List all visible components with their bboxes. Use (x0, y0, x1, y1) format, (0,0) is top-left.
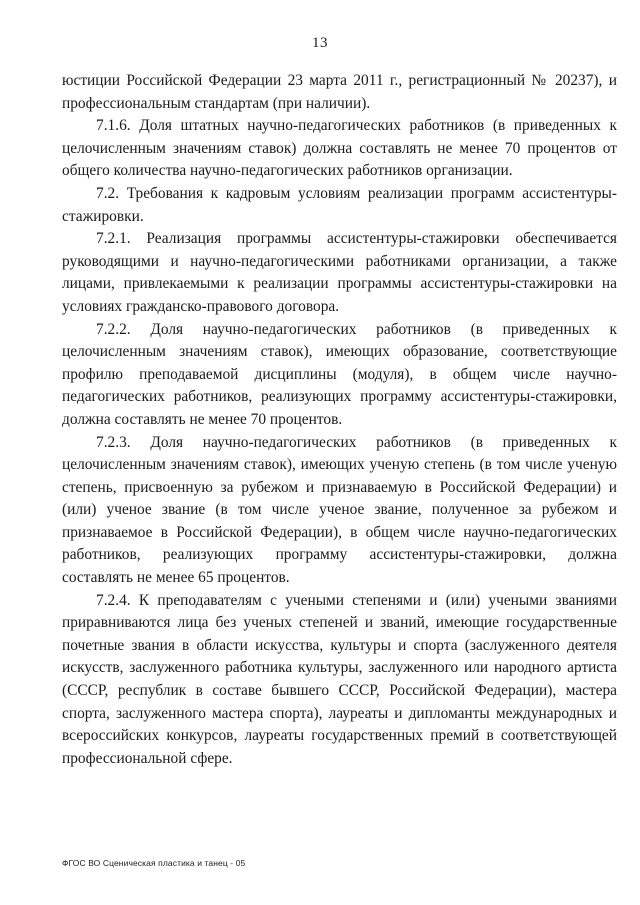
paragraph-continuation: юстиции Российской Федерации 23 марта 2011 г., регистрационный № 20237), и профессиональным стандартам (при наличии). (62, 72, 617, 112)
paragraph-7-2: 7.2. Требования к кадровым условиям реализации программ ассистентуры-стажировки. (62, 184, 617, 225)
paragraph-7-2-3: 7.2.3. Доля научно-педагогических работников (в приведенных к целочисленным значениям ставок), имеющих ученую степень (в том числе ученую степень, присвоенную за рубежом и признаваемую в Российской Федерации) и (или) ученое звание (в том числе ученое звание, полученное за рубежом и признаваемое в Российской Федерации), в общем числе научно-педагогических работников, реализующих программу ассистентуры-стажировки, должна составлять не менее 65 процентов. (62, 433, 617, 587)
paragraph-7-1-6: 7.1.6. Доля штатных научно-педагогических работников (в приведенных к целочисленным значениям ставок) должна составлять не менее 70 процентов от общего количества научно-педагогических работников организации. (62, 117, 617, 180)
document-body (62, 70, 617, 770)
paragraph-7-2-2: 7.2.2. Доля научно-педагогических работников (в приведенных к целочисленным значениям ставок), имеющих образование, соответствующие профилю преподаваемой дисциплины (модуля), в общем числе научно-педагогических работников, реализующих программу ассистентуры-стажировки, должна составлять не менее 70 процентов. (62, 320, 617, 428)
page-footer: ФГОС ВО Сценическая пластика и танец - 05 (62, 858, 246, 868)
paragraph-7-2-4: 7.2.4. К преподавателям с учеными степенями и (или) учеными званиями приравниваются лица без ученых степеней и званий, имеющие государственные почетные звания в области искусства, культуры и спорта (заслуженного деятеля искусств, заслуженного работника культуры, заслуженного или народного артиста (СССР, республик в составе бывшего СССР, Российской Федерации), мастера спорта, заслуженного мастера спорта), лауреаты и дипломанты международных и всероссийских конкурсов, лауреаты государственных премий в соответствующей профессиональной сфере. (62, 591, 617, 767)
page-number: 13 (312, 35, 328, 51)
paragraph-7-2-1: 7.2.1. Реализация программы ассистентуры-стажировки обеспечивается руководящими и научно-педагогическими работниками организации, а также лицами, привлекаемыми к реализации программы ассистентуры-стажировки на условиях гражданско-правового договора. (62, 230, 617, 315)
